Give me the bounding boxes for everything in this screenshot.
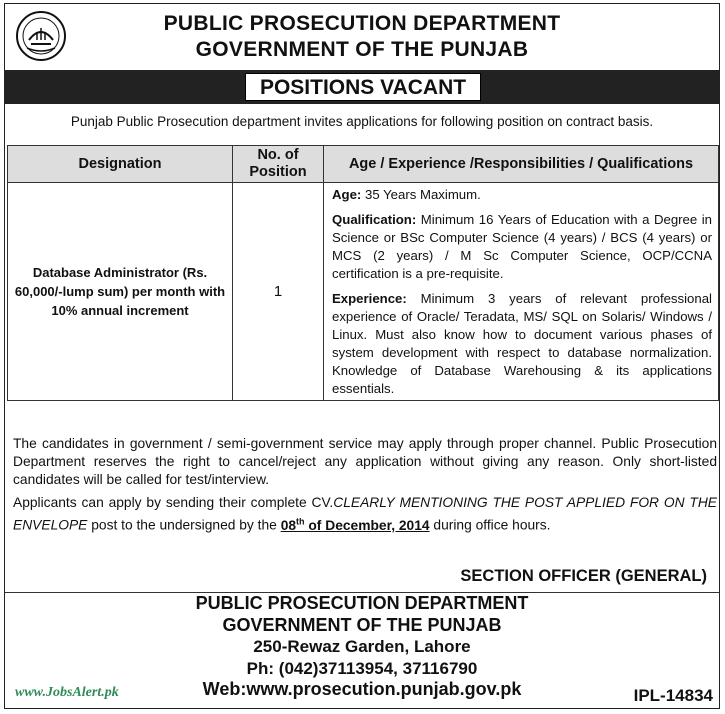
advertisement [4,3,720,709]
contact-department: PUBLIC PROSECUTION DEPARTMENT [195,593,529,613]
contact-government: GOVERNMENT OF THE PUNJAB [222,614,502,635]
contact-address: 250-Rewaz Garden, Lahore [253,637,471,656]
requirements-cell [324,183,719,401]
deadline-date: 08th of December, 2014 [280,516,430,533]
qualification-requirement: Qualification: Minimum 16 Years of Education with a Degree in Science or BSc Computer Science (4 years) / BCS (4 years) or MCS (2 years) / M Sc Computer Science, OCP/CCNA certification is a pre-requisite. [332,212,712,281]
positions-header: No. of Position [233,146,324,183]
intro-text: Punjab Public Prosecution department invites applications for following position on contract basis. [70,114,654,129]
requirements-header: Age / Experience /Responsibilities / Qualifications [324,146,719,183]
contact-phone: Ph: (042)37113954, 37116790 [246,658,478,678]
contact-website: Web:www.prosecution.punjab.gov.pk [202,679,522,699]
age-requirement: Age: 35 Years Maximum. [332,187,481,202]
table-row [8,183,719,401]
banner-bar [5,70,719,104]
application-paragraph: Applicants can apply by sending their complete CV.CLEARLY MENTIONING THE POST APPLIED FOR ON THE ENVELOPE post to the undersigned by the 08th of December, 2014 during office hours. [13,495,717,533]
eligibility-paragraph: The candidates in government / semi-government service may apply through proper channel. Public Prosecution Department reserves the right to cancel/reject any application without giving any reason. Only short-listed candidates will be called for test/interview. [13,436,717,487]
signoff: SECTION OFFICER (GENERAL) [460,567,707,585]
positions-vacant-heading: POSITIONS VACANT [245,73,481,101]
positions-cell: 1 [233,183,324,401]
government-title: GOVERNMENT OF THE PUNJAB [195,38,529,61]
positions-table [7,145,719,401]
instructions [13,435,717,540]
table-header-row [8,146,719,183]
department-title: PUBLIC PROSECUTION DEPARTMENT [163,12,561,35]
watermark-text: www.JobsAlert.pk [15,685,119,700]
designation-cell: Database Administrator (Rs. 60,000/-lump sum) per month with 10% annual increment [8,183,233,401]
experience-requirement: Experience: Minimum 3 years of relevant professional experience of Oracle/ Teradata, MS/ SQL on Solaris/ Windows / Linux. Must also know how to document various phases of system development with respect to database normalization. Knowledge of Database Warehousing & its applications essentials. [332,291,712,396]
reference-number: IPL-14834 [633,686,713,705]
designation-header: Designation [8,146,233,183]
